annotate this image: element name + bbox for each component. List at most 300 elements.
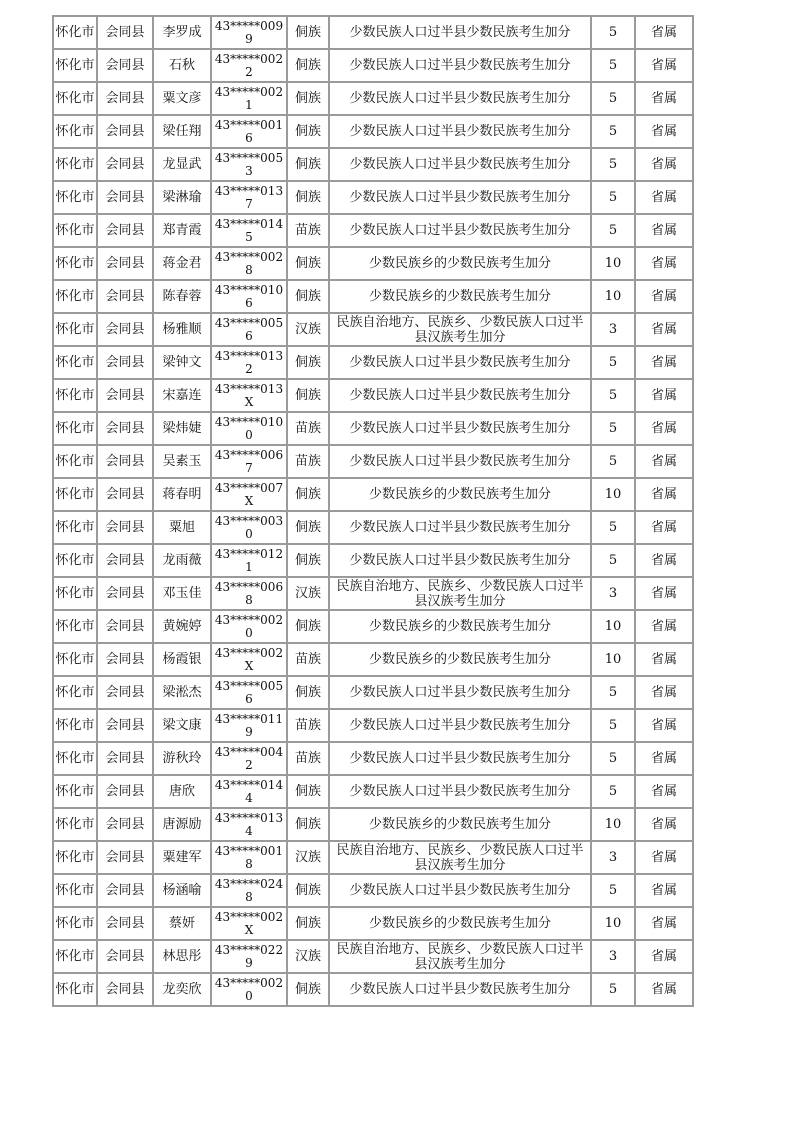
id-number-cell-text: 43*****0056 <box>214 678 284 706</box>
ethnicity-cell-text: 侗族 <box>294 618 321 634</box>
jurisdiction-cell-text: 省属 <box>650 915 677 931</box>
jurisdiction-cell <box>635 49 693 82</box>
ethnicity-cell-text: 苗族 <box>294 651 321 667</box>
name-cell-text: 龙雨薇 <box>162 552 202 568</box>
ethnicity-cell <box>287 346 329 379</box>
id-number-cell-text: 43*****0068 <box>214 579 284 607</box>
jurisdiction-cell-text: 省属 <box>650 24 677 40</box>
ethnicity-cell <box>287 544 329 577</box>
county-cell-text: 会同县 <box>105 24 145 40</box>
city-cell <box>53 16 97 49</box>
name-cell-text: 梁炜婕 <box>162 420 202 436</box>
ethnicity-cell <box>287 676 329 709</box>
county-cell-text: 会同县 <box>105 882 145 898</box>
bonus-reason-cell <box>329 82 591 115</box>
id-number-cell-text: 43*****0134 <box>214 810 284 838</box>
jurisdiction-cell-text: 省属 <box>650 651 677 667</box>
bonus-points-cell-text: 10 <box>604 255 622 271</box>
bonus-reason-cell <box>329 940 591 973</box>
bonus-points-cell-text: 10 <box>604 486 622 502</box>
city-cell-text: 怀化市 <box>55 388 95 403</box>
jurisdiction-cell-text: 省属 <box>650 486 677 502</box>
city-cell <box>53 544 97 577</box>
jurisdiction-cell-text: 省属 <box>650 618 677 634</box>
bonus-reason-cell <box>329 775 591 808</box>
id-number-cell-text: 43*****0106 <box>214 282 284 310</box>
id-number-cell <box>211 445 287 478</box>
county-cell-text: 会同县 <box>105 618 145 634</box>
bonus-reason-cell <box>329 973 591 1006</box>
bonus-reason-cell-text: 少数民族人口过半县少数民族考生加分 <box>349 982 571 997</box>
bonus-points-cell-text: 10 <box>604 651 622 667</box>
name-cell <box>153 874 211 907</box>
name-cell <box>153 610 211 643</box>
city-cell-text: 怀化市 <box>55 124 95 139</box>
city-cell <box>53 610 97 643</box>
city-cell-text: 怀化市 <box>55 949 95 964</box>
bonus-reason-cell <box>329 313 591 346</box>
bonus-points-cell <box>591 544 635 577</box>
county-cell-text: 会同县 <box>105 288 145 304</box>
ethnicity-cell-text: 苗族 <box>294 453 321 469</box>
ethnicity-cell <box>287 478 329 511</box>
name-cell <box>153 544 211 577</box>
name-cell-text: 粟旭 <box>168 519 195 535</box>
bonus-reason-cell-text: 少数民族人口过半县少数民族考生加分 <box>349 190 571 205</box>
county-cell-text: 会同县 <box>105 420 145 436</box>
name-cell-text: 林思彤 <box>162 948 202 964</box>
city-cell-text: 怀化市 <box>55 850 95 865</box>
city-cell-text: 怀化市 <box>55 157 95 172</box>
name-cell <box>153 148 211 181</box>
county-cell <box>97 676 153 709</box>
bonus-reason-cell-text: 少数民族人口过半县少数民族考生加分 <box>349 421 571 436</box>
bonus-points-cell-text: 5 <box>608 519 618 535</box>
name-cell-text: 杨涵喻 <box>162 882 202 898</box>
name-cell <box>153 214 211 247</box>
county-cell-text: 会同县 <box>105 849 145 865</box>
bonus-reason-cell <box>329 181 591 214</box>
city-cell-text: 怀化市 <box>55 619 95 634</box>
city-cell-text: 怀化市 <box>55 652 95 667</box>
id-number-cell-text: 43*****0144 <box>214 777 284 805</box>
jurisdiction-cell-text: 省属 <box>650 783 677 799</box>
bonus-reason-cell-text: 少数民族乡的少数民族考生加分 <box>368 487 551 502</box>
name-cell-text: 蒋金君 <box>162 255 202 271</box>
id-number-cell <box>211 874 287 907</box>
city-cell <box>53 445 97 478</box>
name-cell-text: 杨霞银 <box>162 651 202 667</box>
jurisdiction-cell-text: 省属 <box>650 585 677 601</box>
ethnicity-cell <box>287 874 329 907</box>
jurisdiction-cell <box>635 313 693 346</box>
id-number-cell <box>211 808 287 841</box>
city-cell <box>53 907 97 940</box>
ethnicity-cell <box>287 49 329 82</box>
jurisdiction-cell-text: 省属 <box>650 420 677 436</box>
bonus-reason-cell-text: 民族自治地方、民族乡、少数民族人口过半县汉族考生加分 <box>336 578 584 609</box>
jurisdiction-cell-text: 省属 <box>650 816 677 832</box>
name-cell-text: 龙显武 <box>162 156 202 172</box>
bonus-points-cell-text: 5 <box>608 57 618 73</box>
county-cell-text: 会同县 <box>105 321 145 337</box>
ethnicity-cell-text: 侗族 <box>294 24 321 40</box>
jurisdiction-cell-text: 省属 <box>650 90 677 106</box>
county-cell-text: 会同县 <box>105 552 145 568</box>
name-cell <box>153 841 211 874</box>
city-cell <box>53 676 97 709</box>
ethnicity-cell-text: 侗族 <box>294 255 321 271</box>
county-cell <box>97 16 153 49</box>
county-cell-text: 会同县 <box>105 255 145 271</box>
ethnicity-cell <box>287 379 329 412</box>
bonus-points-cell-text: 3 <box>608 849 618 865</box>
jurisdiction-cell-text: 省属 <box>650 849 677 865</box>
ethnicity-cell-text: 侗族 <box>294 354 321 370</box>
id-number-cell <box>211 841 287 874</box>
county-cell <box>97 808 153 841</box>
bonus-reason-cell-text: 少数民族乡的少数民族考生加分 <box>368 289 551 304</box>
bonus-points-cell <box>591 214 635 247</box>
ethnicity-cell <box>287 643 329 676</box>
city-cell <box>53 511 97 544</box>
bonus-points-cell-text: 5 <box>608 981 618 997</box>
id-number-cell <box>211 643 287 676</box>
id-number-cell <box>211 577 287 610</box>
bonus-points-cell-text: 5 <box>608 387 618 403</box>
table-row <box>53 214 693 247</box>
bonus-points-cell-text: 5 <box>608 717 618 733</box>
county-cell <box>97 841 153 874</box>
county-cell-text: 会同县 <box>105 684 145 700</box>
name-cell <box>153 379 211 412</box>
bonus-reason-cell-text: 少数民族人口过半县少数民族考生加分 <box>349 685 571 700</box>
bonus-reason-cell <box>329 676 591 709</box>
bonus-reason-cell <box>329 874 591 907</box>
jurisdiction-cell <box>635 709 693 742</box>
city-cell <box>53 775 97 808</box>
bonus-points-cell <box>591 907 635 940</box>
table-body <box>53 16 693 1006</box>
county-cell <box>97 511 153 544</box>
city-cell-text: 怀化市 <box>55 751 95 766</box>
bonus-reason-cell <box>329 346 591 379</box>
county-cell <box>97 940 153 973</box>
county-cell <box>97 379 153 412</box>
bonus-reason-cell-text: 少数民族人口过半县少数民族考生加分 <box>349 157 571 172</box>
ethnicity-cell <box>287 940 329 973</box>
table-row <box>53 16 693 49</box>
table-row <box>53 577 693 610</box>
bonus-points-cell-text: 5 <box>608 222 618 238</box>
bonus-points-cell <box>591 313 635 346</box>
county-cell <box>97 907 153 940</box>
bonus-points-cell <box>591 181 635 214</box>
bonus-reason-cell-text: 民族自治地方、民族乡、少数民族人口过半县汉族考生加分 <box>336 941 584 972</box>
city-cell-text: 怀化市 <box>55 553 95 568</box>
bonus-reason-cell-text: 少数民族乡的少数民族考生加分 <box>368 619 551 634</box>
bonus-points-cell <box>591 379 635 412</box>
city-cell <box>53 643 97 676</box>
bonus-points-cell-text: 3 <box>608 585 618 601</box>
county-cell <box>97 577 153 610</box>
id-number-cell-text: 43*****002X <box>214 645 284 673</box>
ethnicity-cell-text: 苗族 <box>294 222 321 238</box>
jurisdiction-cell <box>635 841 693 874</box>
city-cell-text: 怀化市 <box>55 685 95 700</box>
id-number-cell <box>211 346 287 379</box>
ethnicity-cell <box>287 742 329 775</box>
table-row <box>53 841 693 874</box>
bonus-reason-cell-text: 少数民族人口过半县少数民族考生加分 <box>349 388 571 403</box>
city-cell <box>53 478 97 511</box>
bonus-points-cell-text: 5 <box>608 684 618 700</box>
table-row <box>53 247 693 280</box>
bonus-points-cell <box>591 445 635 478</box>
ethnicity-cell <box>287 841 329 874</box>
ethnicity-cell <box>287 610 329 643</box>
table-row <box>53 511 693 544</box>
ethnicity-cell-text: 侗族 <box>294 123 321 139</box>
ethnicity-cell-text: 汉族 <box>294 849 321 865</box>
bonus-reason-cell-text: 少数民族人口过半县少数民族考生加分 <box>349 223 571 238</box>
bonus-points-cell-text: 5 <box>608 90 618 106</box>
jurisdiction-cell-text: 省属 <box>650 684 677 700</box>
name-cell-text: 龙奕欣 <box>162 981 202 997</box>
jurisdiction-cell <box>635 676 693 709</box>
table-row <box>53 709 693 742</box>
jurisdiction-cell-text: 省属 <box>650 57 677 73</box>
id-number-cell-text: 43*****0100 <box>214 414 284 442</box>
bonus-points-cell <box>591 973 635 1006</box>
table-row <box>53 82 693 115</box>
jurisdiction-cell-text: 省属 <box>650 189 677 205</box>
bonus-reason-cell <box>329 511 591 544</box>
id-number-cell-text: 43*****0053 <box>214 150 284 178</box>
jurisdiction-cell-text: 省属 <box>650 123 677 139</box>
id-number-cell-text: 43*****013X <box>214 381 284 409</box>
city-cell <box>53 841 97 874</box>
table-row <box>53 115 693 148</box>
bonus-points-cell-text: 5 <box>608 552 618 568</box>
table-row <box>53 346 693 379</box>
bonus-reason-cell-text: 少数民族乡的少数民族考生加分 <box>368 817 551 832</box>
city-cell <box>53 247 97 280</box>
id-number-cell <box>211 115 287 148</box>
county-cell <box>97 643 153 676</box>
city-cell-text: 怀化市 <box>55 454 95 469</box>
bonus-points-cell-text: 5 <box>608 750 618 766</box>
county-cell <box>97 742 153 775</box>
bonus-points-cell <box>591 709 635 742</box>
bonus-reason-cell-text: 少数民族人口过半县少数民族考生加分 <box>349 751 571 766</box>
name-cell-text: 梁任翔 <box>162 123 202 139</box>
bonus-reason-cell-text: 少数民族人口过半县少数民族考生加分 <box>349 58 571 73</box>
jurisdiction-cell <box>635 181 693 214</box>
table-row <box>53 775 693 808</box>
city-cell-text: 怀化市 <box>55 520 95 535</box>
city-cell-text: 怀化市 <box>55 190 95 205</box>
bonus-reason-cell <box>329 16 591 49</box>
bonus-points-cell-text: 5 <box>608 783 618 799</box>
table-row <box>53 49 693 82</box>
jurisdiction-cell <box>635 511 693 544</box>
bonus-points-cell <box>591 511 635 544</box>
ethnicity-cell-text: 侗族 <box>294 816 321 832</box>
city-cell-text: 怀化市 <box>55 487 95 502</box>
jurisdiction-cell <box>635 973 693 1006</box>
id-number-cell-text: 43*****0042 <box>214 744 284 772</box>
county-cell-text: 会同县 <box>105 123 145 139</box>
bonus-reason-cell-text: 少数民族人口过半县少数民族考生加分 <box>349 883 571 898</box>
id-number-cell-text: 43*****0067 <box>214 447 284 475</box>
jurisdiction-cell-text: 省属 <box>650 321 677 337</box>
bonus-reason-cell <box>329 214 591 247</box>
city-cell <box>53 148 97 181</box>
city-cell <box>53 940 97 973</box>
name-cell <box>153 709 211 742</box>
county-cell-text: 会同县 <box>105 453 145 469</box>
county-cell <box>97 610 153 643</box>
county-cell-text: 会同县 <box>105 651 145 667</box>
bonus-points-cell-text: 5 <box>608 420 618 436</box>
name-cell <box>153 808 211 841</box>
bonus-points-cell <box>591 940 635 973</box>
city-cell-text: 怀化市 <box>55 289 95 304</box>
jurisdiction-cell <box>635 379 693 412</box>
county-cell <box>97 346 153 379</box>
id-number-cell <box>211 610 287 643</box>
bonus-points-cell <box>591 676 635 709</box>
id-number-cell-text: 43*****0020 <box>214 612 284 640</box>
bonus-points-cell <box>591 82 635 115</box>
name-cell-text: 陈春蓉 <box>162 288 202 304</box>
table-row <box>53 148 693 181</box>
bonus-reason-cell <box>329 544 591 577</box>
bonus-reason-cell <box>329 280 591 313</box>
name-cell-text: 郑青霞 <box>162 222 202 238</box>
county-cell-text: 会同县 <box>105 387 145 403</box>
bonus-points-cell <box>591 841 635 874</box>
county-cell <box>97 874 153 907</box>
id-number-cell <box>211 676 287 709</box>
bonus-reason-cell-text: 少数民族人口过半县少数民族考生加分 <box>349 355 571 370</box>
id-number-cell <box>211 742 287 775</box>
id-number-cell-text: 43*****0229 <box>214 942 284 970</box>
county-cell <box>97 49 153 82</box>
name-cell <box>153 478 211 511</box>
bonus-reason-cell-text: 少数民族人口过半县少数民族考生加分 <box>349 91 571 106</box>
county-cell <box>97 412 153 445</box>
id-number-cell <box>211 16 287 49</box>
bonus-reason-cell <box>329 247 591 280</box>
bonus-reason-cell-text: 少数民族乡的少数民族考生加分 <box>368 916 551 931</box>
bonus-points-cell <box>591 16 635 49</box>
city-cell-text: 怀化市 <box>55 718 95 733</box>
table-row <box>53 907 693 940</box>
jurisdiction-cell <box>635 742 693 775</box>
jurisdiction-cell-text: 省属 <box>650 387 677 403</box>
name-cell <box>153 973 211 1006</box>
city-cell <box>53 379 97 412</box>
city-cell-text: 怀化市 <box>55 322 95 337</box>
id-number-cell <box>211 709 287 742</box>
bonus-reason-cell-text: 少数民族人口过半县少数民族考生加分 <box>349 553 571 568</box>
name-cell-text: 梁淞杰 <box>162 684 202 700</box>
ethnicity-cell <box>287 181 329 214</box>
jurisdiction-cell-text: 省属 <box>650 750 677 766</box>
id-number-cell <box>211 544 287 577</box>
bonus-points-cell <box>591 643 635 676</box>
id-number-cell-text: 43*****0030 <box>214 513 284 541</box>
id-number-cell <box>211 82 287 115</box>
bonus-reason-cell <box>329 610 591 643</box>
jurisdiction-cell <box>635 82 693 115</box>
id-number-cell <box>211 181 287 214</box>
bonus-reason-cell <box>329 478 591 511</box>
county-cell-text: 会同县 <box>105 57 145 73</box>
id-number-cell <box>211 940 287 973</box>
name-cell-text: 石秋 <box>168 57 195 73</box>
id-number-cell-text: 43*****0056 <box>214 315 284 343</box>
ethnicity-cell-text: 侗族 <box>294 387 321 403</box>
name-cell <box>153 577 211 610</box>
county-cell-text: 会同县 <box>105 156 145 172</box>
county-cell <box>97 82 153 115</box>
bonus-reason-cell <box>329 445 591 478</box>
ethnicity-cell <box>287 82 329 115</box>
jurisdiction-cell <box>635 610 693 643</box>
bonus-points-cell <box>591 49 635 82</box>
county-cell <box>97 181 153 214</box>
name-cell-text: 粟文彦 <box>162 90 202 106</box>
table-row <box>53 742 693 775</box>
bonus-points-cell-text: 5 <box>608 24 618 40</box>
ethnicity-cell <box>287 445 329 478</box>
id-number-cell <box>211 379 287 412</box>
bonus-reason-cell-text: 少数民族人口过半县少数民族考生加分 <box>349 454 571 469</box>
ethnicity-cell <box>287 214 329 247</box>
table-row <box>53 412 693 445</box>
city-cell <box>53 280 97 313</box>
bonus-reason-cell <box>329 49 591 82</box>
name-cell <box>153 16 211 49</box>
city-cell-text: 怀化市 <box>55 784 95 799</box>
bonus-points-cell <box>591 874 635 907</box>
jurisdiction-cell-text: 省属 <box>650 717 677 733</box>
city-cell-text: 怀化市 <box>55 58 95 73</box>
bonus-reason-cell-text: 少数民族人口过半县少数民族考生加分 <box>349 520 571 535</box>
id-number-cell-text: 43*****0020 <box>214 975 284 1003</box>
id-number-cell <box>211 280 287 313</box>
jurisdiction-cell <box>635 907 693 940</box>
id-number-cell <box>211 511 287 544</box>
name-cell <box>153 49 211 82</box>
ethnicity-cell-text: 苗族 <box>294 750 321 766</box>
county-cell <box>97 313 153 346</box>
name-cell <box>153 280 211 313</box>
name-cell <box>153 643 211 676</box>
bonus-points-cell-text: 5 <box>608 354 618 370</box>
bonus-points-cell <box>591 148 635 181</box>
jurisdiction-cell <box>635 214 693 247</box>
bonus-points-cell <box>591 478 635 511</box>
ethnicity-cell-text: 汉族 <box>294 321 321 337</box>
id-number-cell-text: 43*****0018 <box>214 843 284 871</box>
ethnicity-cell <box>287 511 329 544</box>
table-row <box>53 973 693 1006</box>
city-cell <box>53 742 97 775</box>
